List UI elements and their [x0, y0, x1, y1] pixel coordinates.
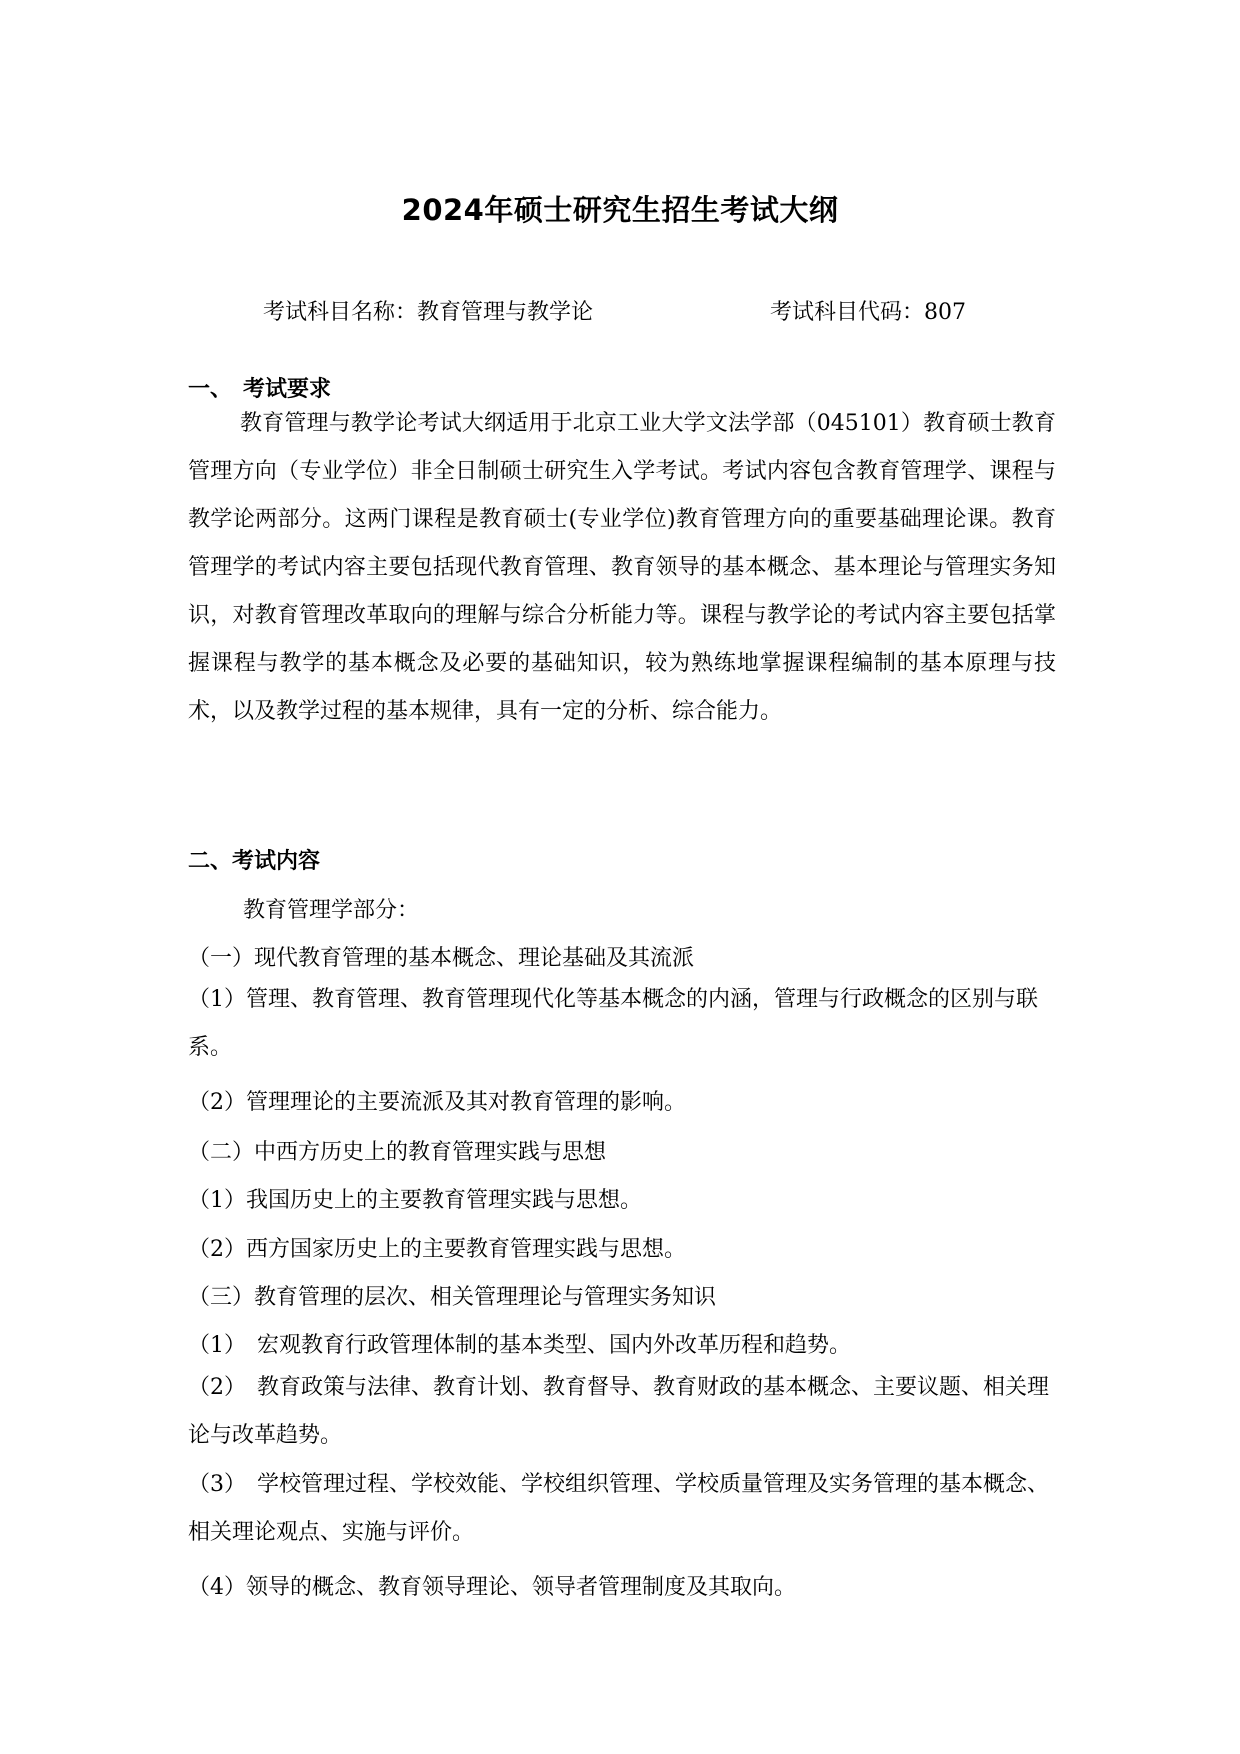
part-label: 教育管理学部分： — [243, 898, 420, 923]
content-item: （2） 教育政策与法律、教育计划、教育督导、教育财政的基本概念、主要议题、相关理论与改革趋势。 — [188, 1375, 1050, 1448]
content-item: （二）中西方历史上的教育管理实践与思想 — [188, 1140, 607, 1165]
content-item: （1）我国历史上的主要教育管理实践与思想。 — [188, 1188, 642, 1213]
content-item: （1）管理、教育管理、教育管理现代化等基本概念的内涵，管理与行政概念的区别与联系。 — [188, 987, 1038, 1060]
content-item: （3） 学校管理过程、学校效能、学校组织管理、学校质量管理及实务管理的基本概念、相关理论观点、实施与评价。 — [188, 1472, 1050, 1545]
document-title: 2024年硕士研究生招生考试大纲 — [401, 193, 839, 227]
requirements-paragraph: 教育管理与教学论考试大纲适用于北京工业大学文法学部（045101）教育硕士教育管理方向（专业学位）非全日制硕士研究生入学考试。考试内容包含教育管理学、课程与教学论两部分。这两门课程是教育硕士(专业学位)教育管理方向的重要基础理论课。教育管理学的考试内容主要包括现代教育管理、教育领导的基本概念、基本理论与管理实务知识，对教育管理改革取向的理解与综合分析能力等。课程与教学论的考试内容主要包括掌握课程与教学的基本概念及必要的基础知识，较为熟练地掌握课程编制的基本原理与技术，以及教学过程的基本规律，具有一定的分析、综合能力。 — [188, 411, 1056, 724]
content-item: （三）教育管理的层次、相关管理理论与管理实务知识 — [188, 1285, 717, 1310]
content-item: （2）西方国家历史上的主要教育管理实践与思想。 — [188, 1237, 686, 1262]
content-item: （1） 宏观教育行政管理体制的基本类型、国内外改革历程和趋势。 — [188, 1333, 851, 1358]
subject-name: 考试科目名称：教育管理与教学论 — [263, 300, 594, 325]
content-item: （2）管理理论的主要流派及其对教育管理的影响。 — [188, 1090, 686, 1115]
section-heading-content: 二、考试内容 — [188, 849, 321, 874]
section-heading-requirements: 一、 考试要求 — [188, 377, 332, 402]
content-item: （4）领导的概念、教育领导理论、领导者管理制度及其取向。 — [188, 1575, 796, 1600]
content-item: （一）现代教育管理的基本概念、理论基础及其流派 — [188, 946, 695, 971]
subject-code: 考试科目代码：807 — [770, 300, 966, 325]
